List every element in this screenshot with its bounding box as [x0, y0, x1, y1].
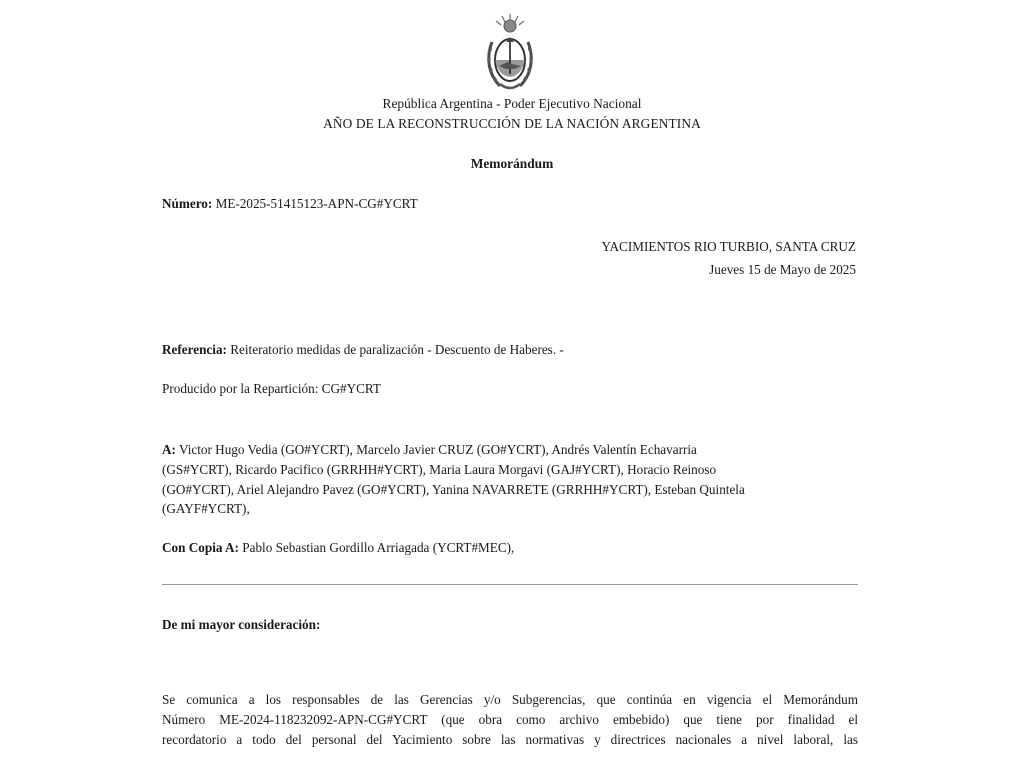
reference-value: Reiteratorio medidas de paralización - Descuento de Haberes. -	[230, 342, 564, 357]
body-line: Número ME-2024-118232092-APN-CG#YCRT (que obra como archivo embebido) que tiene por finalidad el	[162, 711, 858, 727]
document-number-value: ME-2025-51415123-APN-CG#YCRT	[215, 196, 418, 211]
produced-by: Producido por la Repartición: CG#YCRT	[162, 381, 381, 396]
header-line-republic: República Argentina - Poder Ejecutivo Nacional	[382, 96, 642, 111]
body-paragraph	[162, 690, 858, 749]
document-date: Jueves 15 de Mayo de 2025	[709, 262, 856, 277]
body-line: Se comunica a los responsables de las Gerencias y/o Subgerencias, que continúa en vigencia el Memorándum	[162, 692, 858, 707]
salutation: De mi mayor consideración:	[162, 617, 321, 632]
document-location: YACIMIENTOS RIO TURBIO, SANTA CRUZ	[601, 239, 856, 254]
document-type-title: Memorándum	[470, 156, 554, 171]
recipients-label: A:	[162, 442, 176, 457]
cc-label: Con Copia A:	[162, 540, 239, 555]
document-number-label: Número:	[162, 196, 213, 211]
recipients-line: (GO#YCRT), Ariel Alejandro Pavez (GO#YCRT), Yanina NAVARRETE (GRRHH#YCRT), Esteban Quintela	[162, 481, 745, 497]
cc-value: Pablo Sebastian Gordillo Arriagada (YCRT#MEC),	[242, 540, 515, 555]
recipients-line: (GAYF#YCRT),	[162, 501, 250, 517]
cc-row	[162, 540, 514, 556]
document-number-row	[162, 196, 418, 212]
coat-of-arms-seal	[484, 12, 536, 94]
reference-row	[162, 342, 564, 358]
recipients-block	[162, 440, 858, 519]
header-line-year-motto: AÑO DE LA RECONSTRUCCIÓN DE LA NACIÓN ARGENTINA	[323, 116, 701, 131]
section-divider	[162, 584, 858, 585]
recipients-line: (GS#YCRT), Ricardo Pacifico (GRRHH#YCRT), Maria Laura Morgavi (GAJ#YCRT), Horacio Reinoso	[162, 461, 717, 477]
reference-label: Referencia:	[162, 342, 227, 357]
recipients-line: A: Victor Hugo Vedia (GO#YCRT), Marcelo Javier CRUZ (GO#YCRT), Andrés Valentín Echavarria	[162, 442, 697, 457]
body-line: recordatorio a todo del personal del Yacimiento sobre las normativas y directrices nacionales a nivel laboral, las	[162, 731, 858, 747]
